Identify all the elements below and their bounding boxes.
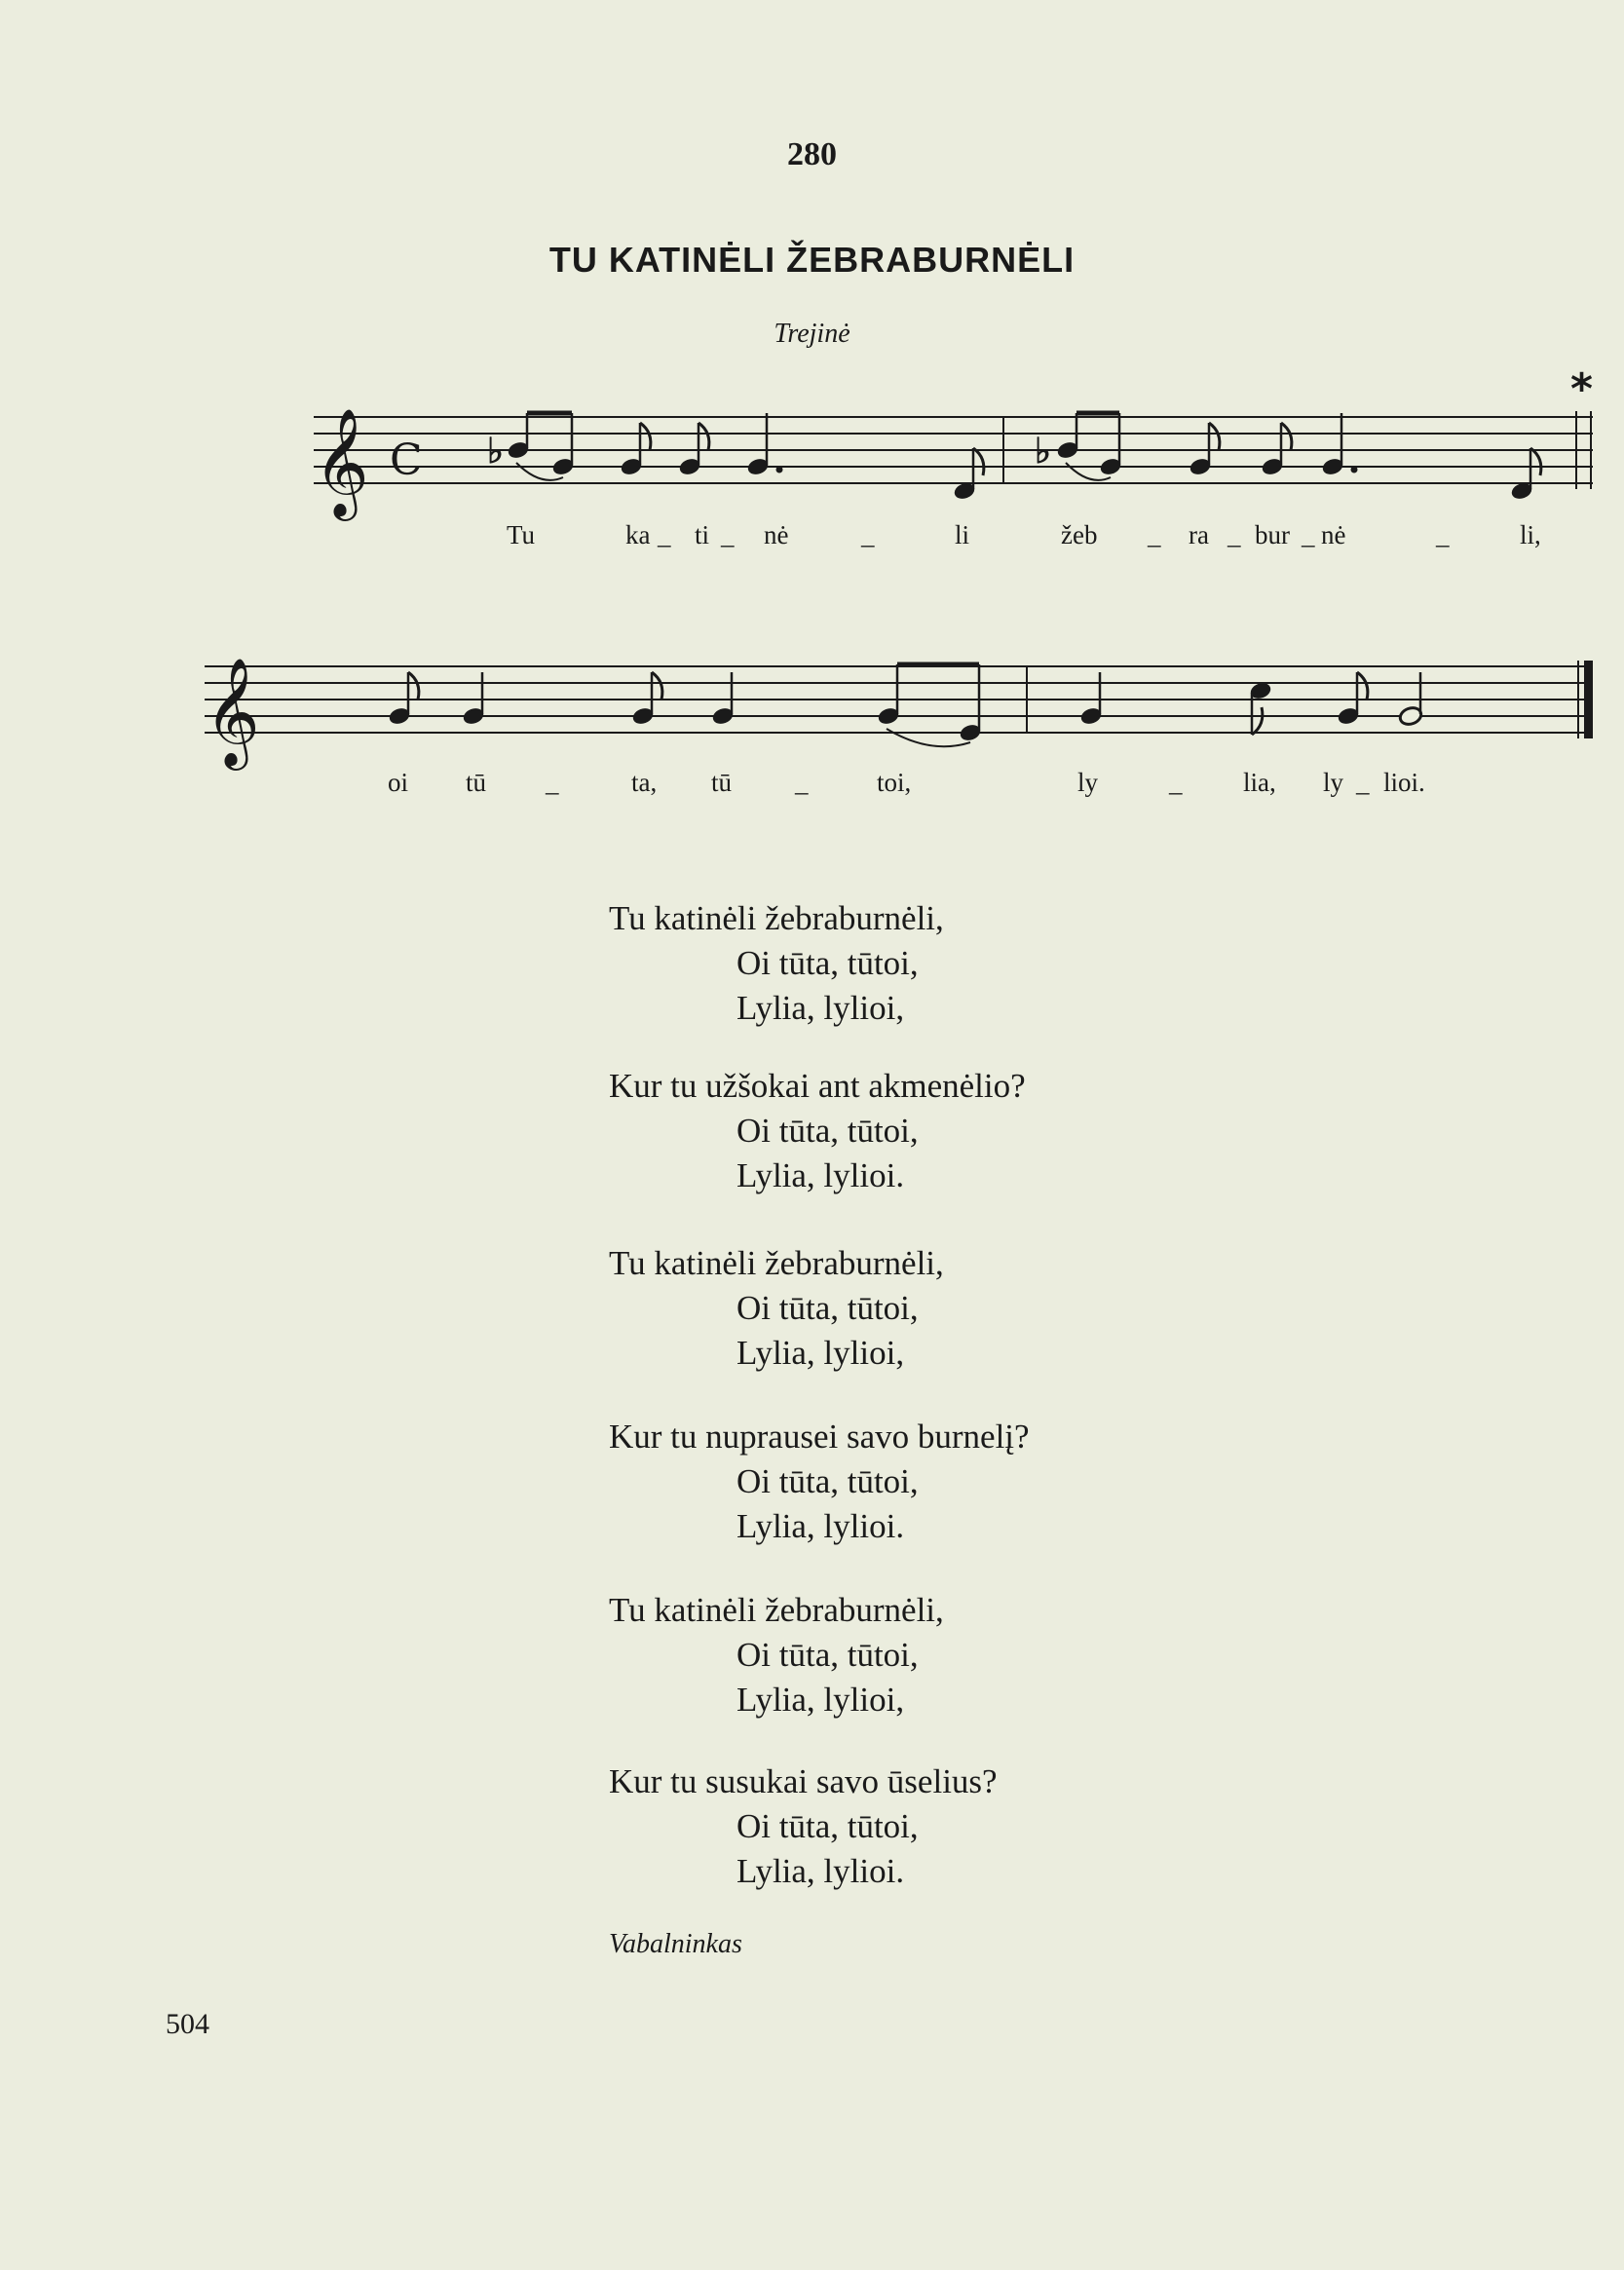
verse-line: Lylia, lylioi.	[736, 1507, 905, 1545]
flat-icon: ♭	[487, 432, 504, 472]
lyric-syllable: lia,	[1243, 768, 1276, 797]
verse-line: Lylia, lylioi,	[736, 1681, 905, 1719]
lyric-syllable: ti	[695, 520, 710, 549]
verse-line: Tu katinėli žebraburnėli,	[609, 899, 944, 937]
lyric-syllable: oi	[388, 768, 409, 797]
footnote-marker: *	[1570, 364, 1594, 414]
lyric-syllable: ly	[1323, 768, 1344, 797]
verse-line: Kur tu nuprausei savo burnelį?	[609, 1418, 1030, 1456]
verse-line: Oi tūta, tūtoi,	[736, 944, 919, 982]
lyric-syllable: ly	[1077, 768, 1099, 797]
lyric-syllable: _	[1436, 520, 1450, 549]
lyric-syllable: _	[1356, 768, 1370, 797]
lyric-syllable: ra	[1189, 520, 1209, 549]
lyric-syllable: lioi.	[1383, 768, 1425, 797]
verse-line: Oi tūta, tūtoi,	[736, 1289, 919, 1327]
treble-clef-icon: 𝄞	[205, 657, 260, 766]
verse-line: Kur tu susukai savo ūselius?	[609, 1762, 998, 1800]
lyric-syllable: _	[721, 520, 735, 549]
lyric-syllable: li	[955, 520, 970, 549]
lyric-syllable: nė	[764, 520, 789, 549]
lyric-syllable: _	[658, 520, 671, 549]
verse-line: Oi tūta, tūtoi,	[736, 1112, 919, 1150]
verse-line: Tu katinėli žebraburnėli,	[609, 1591, 944, 1629]
lyric-syllable: ta,	[631, 768, 658, 797]
verse-line: Tu katinėli žebraburnėli,	[609, 1244, 944, 1282]
lyric-syllable: _	[1227, 520, 1241, 549]
lyric-syllable: Tu	[507, 520, 536, 549]
folio-number: 504	[166, 2008, 209, 2040]
common-time-icon: C	[390, 435, 423, 485]
lyric-syllable: _	[795, 768, 809, 797]
place-of-origin: Vabalninkas	[609, 1929, 742, 1959]
song-title: TU KATINĖLI ŽEBRABURNĖLI	[548, 240, 1076, 280]
lyric-syllable: _	[1169, 768, 1183, 797]
lyric-syllable: tū	[711, 768, 733, 797]
verse-line: Oi tūta, tūtoi,	[736, 1462, 919, 1500]
verse-line: Oi tūta, tūtoi,	[736, 1807, 919, 1845]
lyric-syllable: bur	[1255, 520, 1290, 549]
verse-line: Lylia, lylioi,	[736, 1334, 905, 1372]
verse-line: Kur tu užšokai ant akmenėlio?	[609, 1067, 1026, 1105]
lyric-syllable: _	[1302, 520, 1315, 549]
lyric-syllable: _	[1148, 520, 1161, 549]
flat-icon: ♭	[1035, 432, 1051, 472]
lyrics-row-2	[0, 768, 1624, 807]
treble-clef-icon: 𝄞	[314, 407, 369, 516]
music-staff-2	[0, 0, 1624, 799]
final-barline	[1584, 661, 1593, 738]
lyric-syllable: ka	[625, 520, 651, 549]
verse-line: Lylia, lylioi,	[736, 989, 905, 1027]
lyric-syllable: li,	[1520, 520, 1541, 549]
verse-line: Lylia, lylioi.	[736, 1852, 905, 1890]
verse-line: Oi tūta, tūtoi,	[736, 1636, 919, 1674]
lyric-syllable: žeb	[1061, 520, 1098, 549]
measure-4	[1079, 672, 1423, 735]
lyric-syllable: nė	[1321, 520, 1346, 549]
verse-line: Lylia, lylioi.	[736, 1156, 905, 1194]
lyric-syllable: _	[546, 768, 559, 797]
measure-3	[388, 664, 982, 746]
page-number: 280	[787, 136, 837, 172]
lyric-syllable: tū	[466, 768, 487, 797]
lyric-syllable: toi,	[877, 768, 912, 797]
song-subtitle: Trejinė	[774, 319, 850, 349]
lyric-syllable: _	[861, 520, 875, 549]
